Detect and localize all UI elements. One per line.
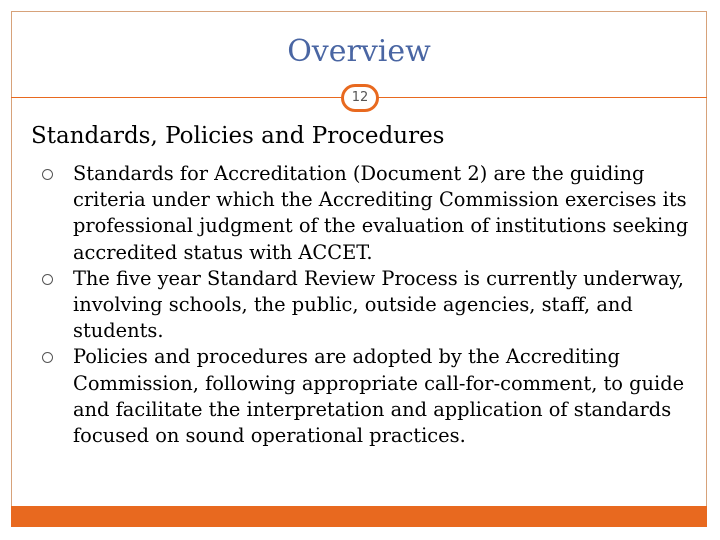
circle-bullet-icon: [42, 169, 53, 180]
circle-bullet-icon: [42, 352, 53, 363]
bullet-text: The five year Standard Review Process is currently underway, involving schools, the public, outside agencies, staff, and students.: [73, 266, 684, 343]
footer-accent-bar: [11, 506, 707, 527]
bullet-list: [40, 161, 690, 449]
page-number-badge: 12: [341, 84, 379, 112]
list-item: [40, 161, 690, 266]
slide-title: Overview: [287, 34, 431, 69]
circle-bullet-icon: [42, 274, 53, 285]
bullet-text: Policies and procedures are adopted by the Accrediting Commission, following appropriate call-for-comment, to guide and facilitate the interpretation and application of standards focused on sound operational practices.: [73, 345, 685, 448]
list-item: [40, 344, 690, 449]
list-item: [40, 266, 690, 345]
section-heading: Standards, Policies and Procedures: [31, 123, 445, 149]
bullet-text: Standards for Accreditation (Document 2) are the guiding criteria under which the Accrediting Commission exercises its professional judgment of the evaluation of institutions seeking accredited status with ACCET.: [73, 162, 689, 264]
